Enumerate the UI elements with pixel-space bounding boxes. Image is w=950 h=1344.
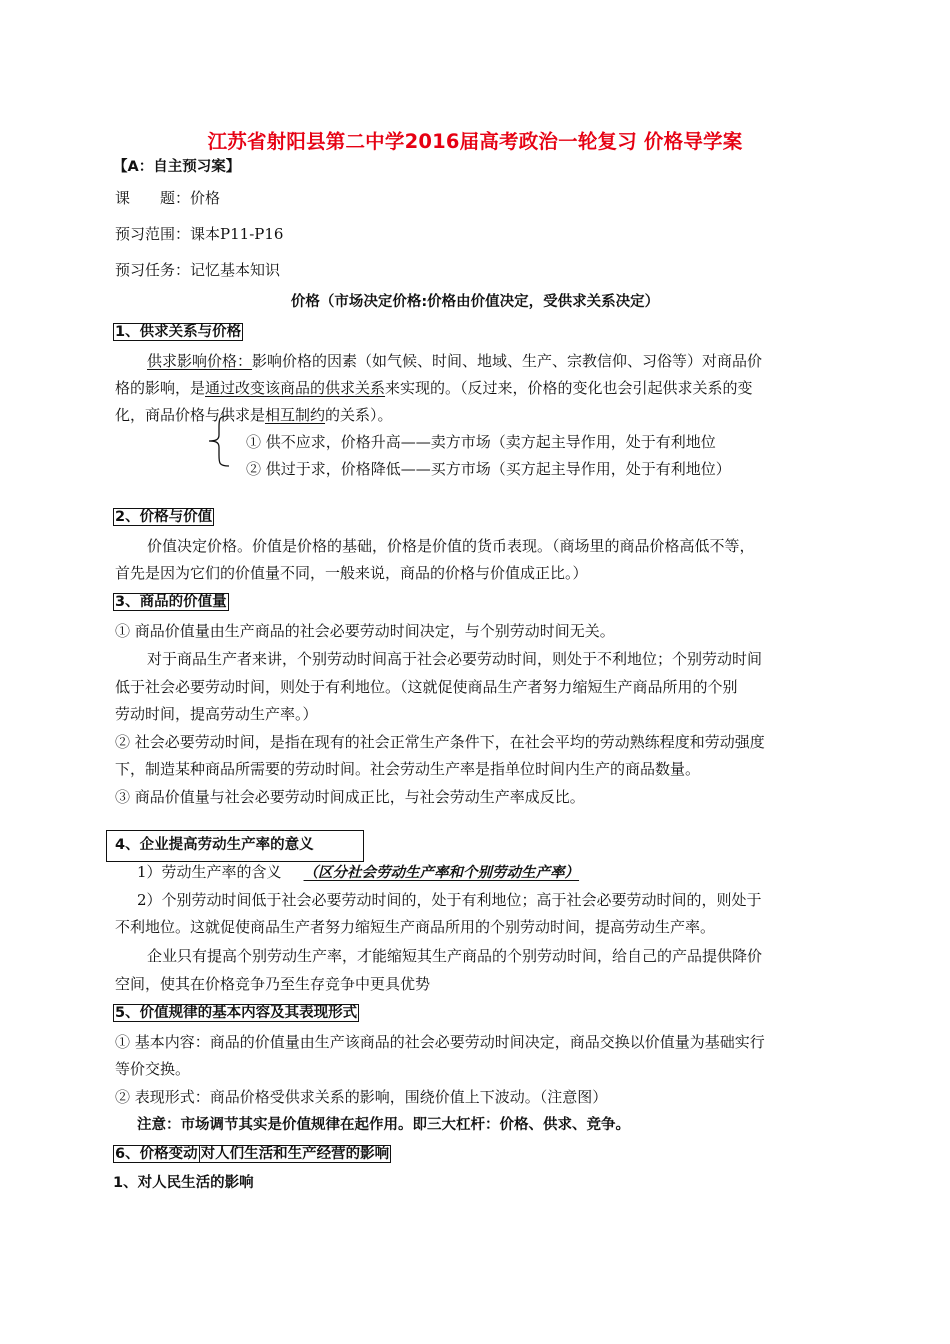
meta-task-value: 记忆基本知识 bbox=[190, 261, 281, 279]
s1-item-2: ② 供过于求，价格降低——买方市场（买方起主导作用，处于有利地位） bbox=[246, 460, 731, 478]
s1-line-3-pre: 化，商品价格与供求是 bbox=[115, 406, 266, 424]
s1-line-3-underlined: 相互制约 bbox=[265, 406, 326, 424]
section-a-label: 【A：自主预习案】 bbox=[113, 159, 241, 175]
section-1-heading bbox=[113, 322, 243, 342]
s5-line-1: ① 基本内容：商品的价值量由生产该商品的社会必要劳动时间决定，商品交换以价值量为基础实行 bbox=[115, 1033, 765, 1051]
s4-line-1-text: 1）劳动生产率的含义 bbox=[137, 863, 282, 881]
s3-line-4: 劳动时间，提高劳动生产率。） bbox=[115, 705, 318, 723]
section-6-heading-a: 6、价格变动 bbox=[115, 1146, 198, 1162]
subtitle: 价格（市场决定价格:价格由价值决定，受供求关系决定） bbox=[290, 294, 660, 310]
section-4-heading: 4、企业提高劳动生产率的意义 bbox=[115, 837, 314, 853]
section-6-heading bbox=[113, 1144, 391, 1164]
meta-topic-value: 价格 bbox=[190, 189, 221, 207]
left-brace-icon bbox=[205, 415, 233, 467]
s3-line-7: ③ 商品价值量与社会必要劳动时间成正比，与社会劳动生产率成反比。 bbox=[115, 788, 585, 806]
s4-line-1 bbox=[137, 862, 579, 883]
s3-line-6: 下，制造某种商品所需要的劳动时间。社会劳动生产率是指单位时间内生产的商品数量。 bbox=[115, 760, 701, 778]
s5-line-2: 等价交换。 bbox=[115, 1060, 191, 1078]
s1-line-2-pre: 格的影响，是 bbox=[115, 379, 206, 397]
s3-line-3: 低于社会必要劳动时间，则处于有利地位。（这就促使商品生产者努力缩短生产商品所用的个别 bbox=[115, 678, 738, 696]
s5-line-3: ② 表现形式：商品价格受供求关系的影响，围绕价值上下波动。（注意图） bbox=[115, 1088, 608, 1106]
s4-line-4: 企业只有提高个别劳动生产率，才能缩短其生产商品的个别劳动时间，给自己的产品提供降价 bbox=[147, 947, 763, 965]
s1-line-1 bbox=[147, 351, 762, 371]
s1-item-1: ① 供不应求，价格升高——卖方市场（卖方起主导作用，处于有利地位 bbox=[246, 433, 716, 451]
section-5-heading bbox=[113, 1003, 359, 1023]
s4-line-3: 不利地位。这就促使商品生产者努力缩短生产商品所用的个别劳动时间，提高劳动生产率。 bbox=[115, 918, 716, 936]
s4-line-5: 空间，使其在价格竞争乃至生存竞争中更具优势 bbox=[115, 975, 431, 993]
section-5-heading-text: 5、价值规律的基本内容及其表现形式 bbox=[115, 1005, 358, 1021]
meta-task-label: 预习任务： bbox=[115, 261, 191, 279]
section-3-heading-text: 3、商品的价值量 bbox=[115, 594, 227, 610]
s3-line-5: ② 社会必要劳动时间，是指在现有的社会正常生产条件下，在社会平均的劳动熟练程度和劳动强度 bbox=[115, 733, 765, 751]
s6-subheading-1: 1、对人民生活的影响 bbox=[113, 1175, 254, 1191]
section-1-heading-text: 1、供求关系与价格 bbox=[115, 324, 242, 340]
s2-line-2: 首先是因为它们的价值量不同，一般来说，商品的价格与价值成正比。） bbox=[115, 564, 588, 582]
s5-note: 注意：市场调节其实是价值规律在起作用。即三大杠杆：价格、供求、竞争。 bbox=[137, 1117, 630, 1133]
meta-task bbox=[115, 260, 280, 280]
section-2-heading-text: 2、价格与价值 bbox=[115, 509, 213, 525]
s1-line-1-rest: 影响价格的因素（如气候、时间、地域、生产、宗教信仰、习俗等）对商品价 bbox=[252, 352, 763, 370]
meta-topic bbox=[115, 188, 220, 208]
s1-line-3-post: 的关系）。 bbox=[325, 406, 393, 424]
s1-lead: 供求影响价格： bbox=[147, 352, 253, 370]
s3-line-1: ① 商品价值量由生产商品的社会必要劳动时间决定，与个别劳动时间无关。 bbox=[115, 622, 615, 640]
s1-line-3 bbox=[115, 405, 393, 425]
s4-line-2: 2）个别劳动时间低于社会必要劳动时间的，处于有利地位；高于社会必要劳动时间的，则处于 bbox=[137, 891, 762, 909]
meta-range-value: 课本P11-P16 bbox=[190, 225, 284, 243]
meta-range-label: 预习范围： bbox=[115, 225, 191, 243]
s3-line-2: 对于商品生产者来讲，个别劳动时间高于社会必要劳动时间，则处于不利地位；个别劳动时间 bbox=[147, 650, 763, 668]
document-title: 江苏省射阳县第二中学2016届高考政治一轮复习 价格导学案 bbox=[207, 130, 743, 153]
meta-topic-label: 课 题： bbox=[115, 189, 191, 207]
s4-line-1-emphasis: （区分社会劳动生产率和个别劳动生产率） bbox=[303, 865, 580, 881]
s1-line-2 bbox=[115, 378, 753, 398]
section-3-heading bbox=[113, 592, 229, 612]
s1-line-2-post: 来实现的。（反过来，价格的变化也会引起供求关系的变 bbox=[385, 379, 753, 397]
s2-line-1: 价值决定价格。价值是价格的基础，价格是价值的货币表现。（商场里的商品价格高低不等， bbox=[147, 537, 755, 555]
section-6-heading-b: 对人们生活和生产经营的影响 bbox=[200, 1146, 390, 1162]
s1-line-2-underlined: 通过改变该商品的供求关系 bbox=[205, 379, 386, 397]
section-2-heading bbox=[113, 507, 214, 527]
meta-range bbox=[115, 224, 283, 244]
